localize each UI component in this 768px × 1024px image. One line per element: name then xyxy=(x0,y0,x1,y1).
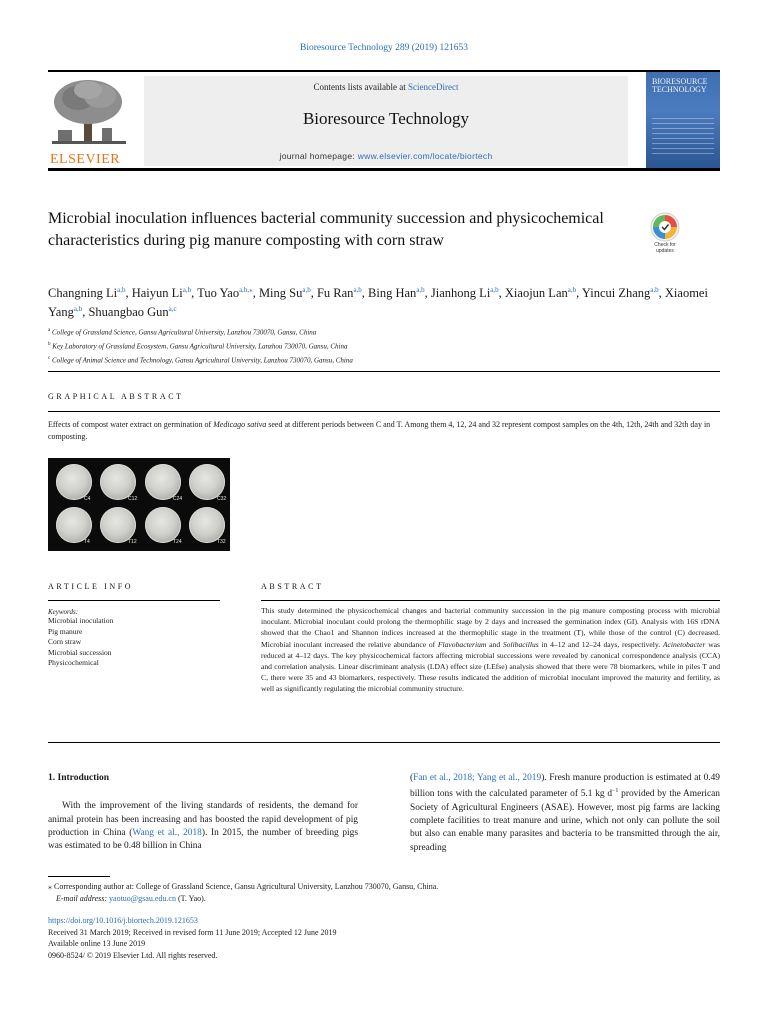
abstract-body xyxy=(261,605,720,695)
journal-title: Bioresource Technology xyxy=(302,109,470,128)
doi-link[interactable]: https://doi.org/10.1016/j.biortech.2019.121653 xyxy=(48,916,198,925)
author-affiliation-marks: a,b,⁎ xyxy=(239,285,253,294)
intro-left-column xyxy=(48,772,358,853)
author-affiliation-marks: a,b xyxy=(416,285,425,294)
keyword-item: Microbial inoculation xyxy=(48,616,114,625)
body-text: ). Fresh manure production is estimated at 0.49 billion tons with the calculated parameter of 5.1 kg d xyxy=(410,773,720,800)
keywords-label: Keywords: xyxy=(48,608,79,616)
author-affiliation-marks: a,c xyxy=(168,304,177,313)
graphical-abstract-heading: GRAPHICAL ABSTRACT xyxy=(48,392,184,401)
keyword-item: Corn straw xyxy=(48,637,82,646)
email-line xyxy=(48,893,720,905)
article-info xyxy=(48,603,220,669)
taxon-name: Acinetobacter xyxy=(662,639,706,649)
intro-right-column xyxy=(410,772,720,855)
petri-dish xyxy=(145,507,181,543)
abstract-text: and xyxy=(486,639,503,649)
affiliation-mark: c xyxy=(48,355,51,361)
petri-dish-label: C32 xyxy=(217,496,227,502)
body-text: ). In 2015, the number of breeding pigs was estimated to be 0.48 billion in China xyxy=(48,827,358,852)
affiliation-mark: a xyxy=(48,328,51,333)
petri-dish xyxy=(100,464,136,500)
affiliation-text: College of Grassland Science, Gansu Agricultural University, Lanzhou 730070, Gansu, China xyxy=(50,328,317,337)
contents-line xyxy=(144,82,628,92)
journal-homepage-link[interactable]: www.elsevier.com/locate/biortech xyxy=(357,151,493,161)
author-affiliation-marks: a,b xyxy=(117,285,126,294)
abstract-text: This study determined the physicochemical changes and bacterial community succession in the pig manure composting process with microbial inoculant. Microbial inoculant could prolong the thermophilic stage by 2 days and increased the germination index (GI). Analysis with 16S rDNA showed that the Chao1 and Shannon indices increased at the thermophilic stage in the treatment (T), while those of the control (C) decreased. Microbial inoculant increased the relative abundance of xyxy=(261,606,720,649)
author-affiliation-marks: a,b xyxy=(650,285,659,294)
received-dates: Received 31 March 2019; Received in revised form 11 June 2019; Accepted 12 June 2019 xyxy=(48,927,337,937)
author-name[interactable]: Tuo Yao xyxy=(197,286,240,300)
affiliation-text: Key Laboratory of Grassland Ecosystem, Gansu Agricultural University, Lanzhou 730070, Gansu, China xyxy=(50,342,348,351)
author-affiliation-marks: a,b xyxy=(73,304,83,313)
petri-dish-label: C12 xyxy=(128,496,138,502)
author-name[interactable]: Ming Su xyxy=(258,286,303,300)
graphical-abstract-figure[interactable] xyxy=(48,458,230,551)
citation-link[interactable]: Fan et al., 2018; Yang et al., 2019 xyxy=(413,773,542,783)
author-name[interactable]: Fu Ran xyxy=(316,286,354,300)
divider xyxy=(48,600,220,601)
petri-dish xyxy=(56,464,92,500)
petri-dish xyxy=(145,464,181,500)
journal-homepage-line xyxy=(144,151,628,161)
petri-dish-label: C24 xyxy=(173,496,183,502)
keyword-item: Physicochemical xyxy=(48,658,99,667)
cover-decoration xyxy=(652,118,714,158)
abstract-heading: ABSTRACT xyxy=(261,582,324,591)
journal-cover-image[interactable] xyxy=(646,72,720,168)
caption-species: Medicago sativa xyxy=(213,420,267,429)
corresponding-author-note: ⁎ Corresponding author at: College of Grassland Science, Gansu Agricultural University, Lanzhou 730070, Gansu, China. xyxy=(48,882,439,891)
affiliation-item xyxy=(48,353,728,367)
keyword-item: Microbial succession xyxy=(48,647,112,657)
keyword-list xyxy=(48,616,220,669)
author-name[interactable]: Yincui Zhang xyxy=(581,286,651,300)
author-name[interactable]: Changning Li xyxy=(48,286,118,300)
petri-dish-label: T12 xyxy=(128,539,137,545)
petri-dish xyxy=(56,507,92,543)
sciencedirect-link[interactable]: ScienceDirect xyxy=(408,82,459,92)
author-affiliation-marks: a,b xyxy=(567,285,577,294)
petri-dish xyxy=(189,507,225,543)
keyword-item: Pig manure xyxy=(48,626,83,636)
masthead xyxy=(48,70,720,166)
elsevier-wordmark: ELSEVIER xyxy=(50,152,121,167)
author-name[interactable]: Xiaojun Lan xyxy=(504,286,568,300)
petri-dish-label: T24 xyxy=(173,539,182,545)
divider xyxy=(48,411,720,412)
email-link[interactable]: yaotuo@gsau.edu.cn xyxy=(109,893,176,903)
online-date: Available online 13 June 2019 xyxy=(48,939,146,948)
caption-text: seed at different periods between C and T. Among them 4, 12, 24 and 32 represent compost samples on the 4th, 12th, 24th and 32th day in composting. xyxy=(48,420,711,441)
homepage-prefix: journal homepage: xyxy=(279,151,358,161)
affiliation-item xyxy=(48,325,728,339)
petri-dish-label: T4 xyxy=(84,539,90,545)
publication-info xyxy=(48,915,720,961)
citation-link[interactable]: Wang et al., 2018 xyxy=(132,827,202,838)
petri-dish-label: T32 xyxy=(217,539,226,545)
journal-banner xyxy=(144,76,628,166)
intro-paragraph xyxy=(410,772,720,855)
author-name[interactable]: Shuangbao Gun xyxy=(88,305,169,319)
copyright: 0960-8524/ © 2019 Elsevier Ltd. All rights reserved. xyxy=(48,950,218,960)
author-name[interactable]: Xiaomei Yang xyxy=(48,286,708,319)
article-info-heading: ARTICLE INFO xyxy=(48,582,134,591)
abstract-text: in 4–12 and 12–24 days, respectively. xyxy=(538,639,663,649)
author-affiliation-marks: a,b xyxy=(353,285,362,294)
email-label: E-mail address: xyxy=(56,893,110,903)
check-updates-icon xyxy=(650,212,680,242)
abstract-text: was reduced at 4–12 days. The key physicochemical factors affecting microbial successions were revealed by canonical correspondence analysis (CCA) and correlation analysis. Linear discriminant analysis (LDA) effect size (LEfse) analysis showed that there were 78 biomarkers, while in piles T and C, there were 35 and 43 biomarkers, respectively. These results indicated the addition of microbial inoculant improved the maturity and fertility, as well as significantly regulating the microbial community structure. xyxy=(261,639,721,694)
petri-dish-label: C4 xyxy=(84,496,91,502)
author-list: Changning Li$^{a,b}$, Haiyun Li$^{a,b}$, Tuo Yao$^{a,b,⁎}$, Ming Su$^{a,b}$, Fu Ran$^{a,b}$, Bing Han$^{a,b}$, Jianhong Li$^{a,b}$, Xiaojun Lan$^{a,b}$, Yincui Zhang$^{a,b}$, Xiaomei Yang$^{a,b}$, Shuangbao Gun$^{a,c}$ xyxy=(48,285,708,319)
article-title: Microbial inoculation influences bacterial community succession and physicochemical characteristics during pig manure composting with corn straw xyxy=(48,210,604,249)
taxon-name: Solibacillus xyxy=(502,639,539,649)
author-name[interactable]: Haiyun Li xyxy=(131,286,183,300)
petri-dish xyxy=(189,464,225,500)
affiliations xyxy=(48,325,728,366)
corresponding-footnote xyxy=(48,881,720,904)
author-name[interactable]: Bing Han xyxy=(368,286,417,300)
affiliation-mark: b xyxy=(48,341,51,347)
affiliation-text: College of Animal Science and Technology, Gansu Agricultural University, Lanzhou 730070, Gansu, China xyxy=(50,355,353,364)
introduction-heading: 1. Introduction xyxy=(48,773,110,783)
email-suffix: (T. Yao). xyxy=(175,893,206,903)
check-for-updates-button[interactable] xyxy=(647,212,683,256)
elsevier-tree-logo xyxy=(48,78,130,166)
author-affiliation-marks: a,b xyxy=(182,285,192,294)
check-updates-label: Check for updates xyxy=(654,242,676,254)
divider xyxy=(48,371,720,372)
author-affiliation-marks: a,b xyxy=(490,285,499,294)
graphical-abstract-caption xyxy=(48,419,720,442)
body-text: ( xyxy=(410,773,414,783)
divider xyxy=(261,600,720,601)
caption-text: Effects of compost water extract on germination of xyxy=(48,420,214,429)
body-text: With the improvement of the living standards of residents, the demand for animal protein has been increasing and has boosted the rapid development of pig production in China ( xyxy=(48,801,358,838)
author-name[interactable]: Jianhong Li xyxy=(430,286,491,300)
cover-title: BIORESOURCE TECHNOLOGY xyxy=(652,77,708,94)
body-text: provided by the American Society of Agricultural Engineers (ASAE). However, most pig farms are lacking complete facilities to treat manure and urine, which not only can pollute the soil but also can enable many parasites and bacteria to be transmitted through the air, spreading xyxy=(410,789,720,853)
affiliation-item xyxy=(48,339,728,353)
journal-reference-link[interactable]: Bioresource Technology 289 (2019) 121653 xyxy=(299,43,469,53)
footnote-divider xyxy=(48,876,110,877)
divider xyxy=(48,742,720,743)
masthead-divider xyxy=(48,168,720,171)
petri-dish xyxy=(100,507,136,543)
intro-paragraph xyxy=(48,800,358,853)
contents-prefix: Contents lists available at xyxy=(313,82,408,92)
author-affiliation-marks: a,b xyxy=(302,285,311,294)
taxon-name: Flavobacterium xyxy=(437,639,487,649)
unit-exponent: −1 xyxy=(612,788,619,795)
